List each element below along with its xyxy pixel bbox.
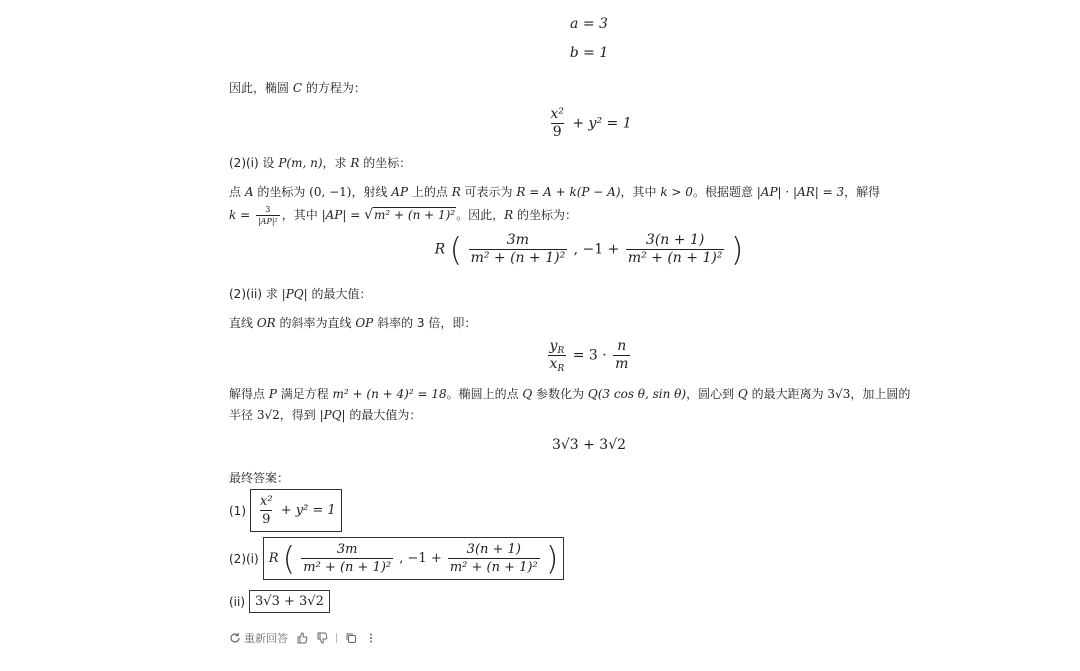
part-2ii-heading: (2)(ii) 求 |PQ| 的最大值： (229, 287, 372, 301)
answer-2ii-box: 3√3 + 3√2 (249, 590, 330, 613)
answer-1: (1) $\frac{\text{x²}}{9}$ + y² = 1 (229, 489, 342, 532)
thumbs-up-icon[interactable] (296, 632, 308, 644)
paragraph-4: 半径 3√2，得到 |PQ| 的最大值为： (229, 408, 422, 422)
slope-equation: $\frac{y_R}{x_R}$ = 3 · $\frac{n}{m}$ (549, 338, 629, 374)
copy-icon[interactable] (345, 632, 357, 644)
final-answer-heading: 最终答案： (229, 471, 290, 485)
answer-1-box: $\frac{\text{x²}}{9}$ + y² = 1 (250, 489, 342, 532)
regenerate-button[interactable] (229, 630, 288, 646)
answer-2ii: (ii) 3√3 + 3√2 (229, 590, 330, 613)
paragraph-1: 点 A 的坐标为 (0, −1)，射线 AP 上的点 R 可表示为 R = A + k(P − A)，其中 k > 0。根据题意 |AP| · |AR| = 3，解得 (229, 185, 881, 199)
answer-2i: (2)(i) R ( $\frac{3m}{\text{m² + (n + 1)²}}$ , −1 + $\frac{3(n + 1)}{\text{m² + (n + 1)²}}$ ) (229, 537, 564, 580)
thumbs-down-icon[interactable] (316, 632, 328, 644)
more-icon[interactable] (365, 632, 377, 644)
equation-b: b = 1 (569, 45, 609, 61)
regenerate-label: 重新回答 (244, 632, 288, 645)
max-value-equation: 3√3 + 3√2 (551, 437, 627, 453)
equation-a: a = 3 (570, 16, 608, 32)
ellipse-equation: $\frac{\text{x²}}{9}$ + y² = 1 (550, 106, 632, 140)
response-toolbar (229, 630, 377, 646)
paragraph-3: 解得点 P 满足方程 m² + (n + 4)² = 18。椭圆上的点 Q 参数化为 Q(3 cos θ, sin θ)，圆心到 Q 的最大距离为 3√3，加上圆的 (229, 387, 911, 401)
toolbar-divider (336, 633, 337, 643)
paragraph-2: k = $\frac{3}{\text{|AP|²}}$ ，其中 |AP| = √m² + (n + 1)²。因此，R 的坐标为： (229, 205, 577, 226)
slope-text: 直线 OR 的斜率为直线 OP 斜率的 3 倍，即： (229, 316, 477, 330)
part-2i-heading: (2)(i) 设 P(m, n)，求 R 的坐标： (229, 156, 412, 170)
therefore-text: 因此，椭圆 C 的方程为： (229, 81, 366, 95)
answer-2i-box: R ( $\frac{3m}{\text{m² + (n + 1)²}}$ , −1 + $\frac{3(n + 1)}{\text{m² + (n + 1)²}}$ ) (263, 537, 565, 580)
r-coordinates-equation: R ( $\frac{3m}{\text{m² + (n + 1)²}}$ , −1 + $\frac{3(n + 1)}{\text{m² + (n + 1)²}}$ ) (434, 230, 744, 269)
refresh-icon (229, 632, 241, 644)
